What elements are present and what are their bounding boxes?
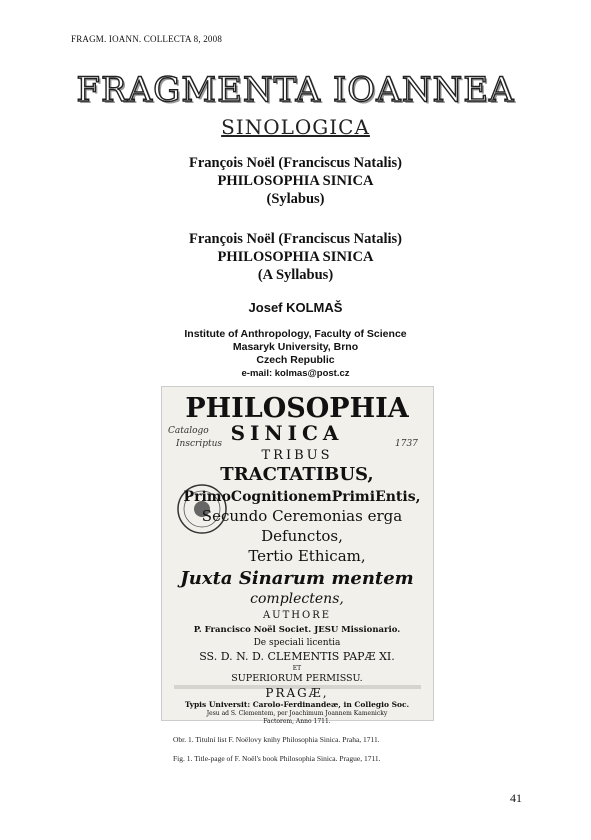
affiliation-line: Masaryk University, Brno xyxy=(232,341,359,353)
title-line: PHILOSOPHIA SINICA xyxy=(217,173,374,189)
plate-line: complectens, xyxy=(250,591,344,607)
journal-subtitle: SINOLOGICA xyxy=(221,115,370,139)
caption-czech: Obr. 1. Titulní list F. Noëlovy knihy Philosophia Sinica. Praha, 1711. xyxy=(173,735,380,744)
page-number: 41 xyxy=(510,791,522,805)
affiliation-line: Institute of Anthropology, Faculty of Science xyxy=(184,328,407,340)
plate-line: De speciali licentia xyxy=(253,638,341,648)
handwritten-note: 1737 xyxy=(395,439,418,449)
author-name: Josef KOLMAŠ xyxy=(248,300,343,315)
handwritten-note: Inscriptus xyxy=(176,439,222,449)
title-line: François Noël (Franciscus Natalis) xyxy=(188,155,403,171)
plate-line: Tertio Ethicam, xyxy=(248,547,366,565)
affiliation-line: Czech Republic xyxy=(256,354,335,366)
plate-line: ET xyxy=(292,665,302,672)
title-line: (A Syllabus) xyxy=(257,267,334,283)
plate-line: SS. D. N. D. CLEMENTIS PAPÆ XI. xyxy=(199,650,395,663)
article-title-czech xyxy=(0,154,591,208)
journal-title: FRAGMENTA IOANNEA xyxy=(76,70,515,110)
plate-line: Juxta Sinarum mentem xyxy=(180,568,414,589)
caption-english: Fig. 1. Title-page of F. Noël's book Philosophia Sinica. Prague, 1711. xyxy=(173,754,381,763)
plate-line: SINICA xyxy=(230,421,344,445)
plate-line: SUPERIORUM PERMISSU. xyxy=(231,673,363,684)
author-email: e-mail: kolmas@post.cz xyxy=(241,368,350,379)
title-line: (Sylabus) xyxy=(266,191,325,207)
plate-line: TRIBUS xyxy=(261,448,333,463)
plate-line: TRACTATIBUS, xyxy=(220,464,374,485)
plate-line: Defunctos, xyxy=(261,527,343,545)
plate-line: PHILOSOPHIA xyxy=(185,393,409,424)
plate-line: Jesu ad S. Clementem, per Joachimum Joannem Kamenicky xyxy=(206,710,388,717)
affiliation xyxy=(0,328,591,380)
running-head: FRAGM. IOANN. COLLECTA 8, 2008 xyxy=(71,34,223,44)
plate-line: Secundo Ceremonias erga xyxy=(201,507,403,525)
plate-line: PrimoCognitionemPrimiEntis, xyxy=(183,489,421,505)
article-title-english xyxy=(0,230,591,284)
title-page-image xyxy=(161,386,434,725)
handwritten-note: Catalogo xyxy=(168,426,209,436)
plate-line: Typis Universit: Carolo-Ferdinandeæ, in Collegio Soc. xyxy=(184,700,410,709)
plate-line: Factorem, Anno 1711. xyxy=(263,718,331,725)
plate-line: P. Francisco Noël Societ. JESU Missionario. xyxy=(193,625,401,635)
plate-line: AUTHORE xyxy=(262,610,332,621)
title-line: François Noël (Franciscus Natalis) xyxy=(188,231,403,247)
plate-line: PRAGÆ, xyxy=(265,686,329,700)
title-line: PHILOSOPHIA SINICA xyxy=(217,249,374,265)
ornament-band-icon xyxy=(174,685,421,689)
